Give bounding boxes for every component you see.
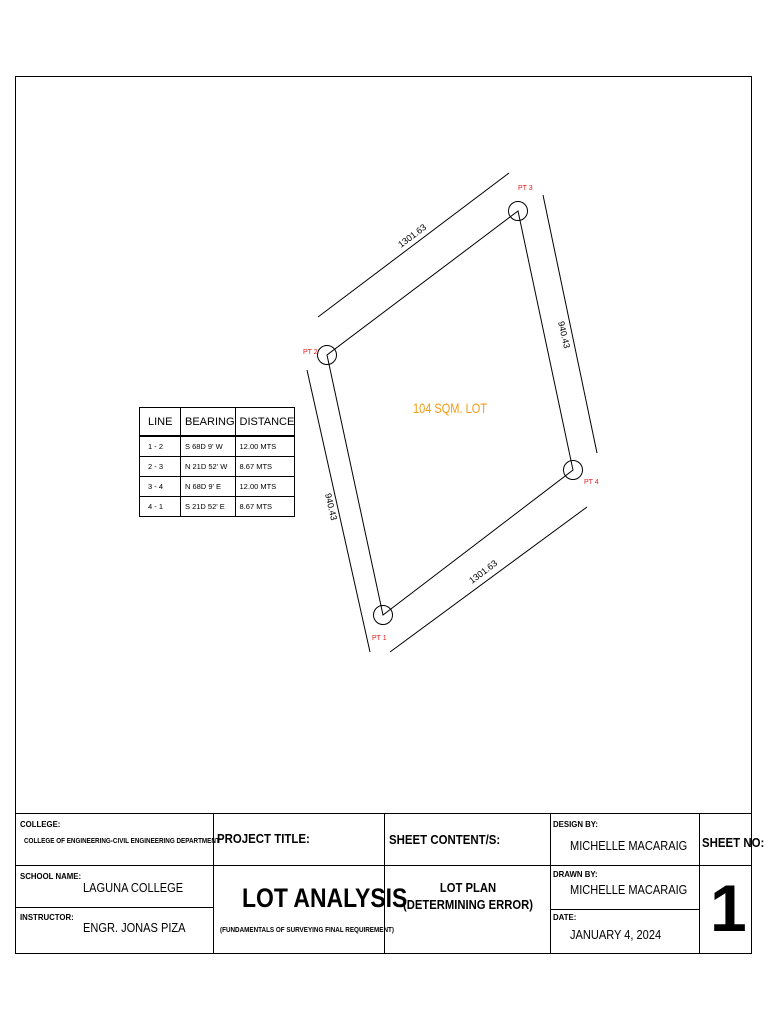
bearing-cell: S 68D 9' W: [181, 436, 236, 457]
divider: [699, 865, 752, 866]
table-row: [140, 457, 295, 477]
bearing-cell: N 68D 9' E: [181, 477, 236, 497]
school-name-value: LAGUNA COLLEGE: [83, 880, 184, 895]
bearing-cell: S 21D 52' E: [181, 497, 236, 517]
survey-table: [139, 407, 295, 517]
design-by-label: DESIGN BY:: [553, 819, 599, 829]
divider: [550, 813, 551, 954]
offset-line-top: [318, 173, 509, 317]
college-value: COLLEGE OF ENGINEERING-CIVIL ENGINEERING DEPARTMENT: [24, 838, 220, 845]
lot-area-label: 104 SQM. LOT: [413, 400, 488, 416]
divider: [550, 909, 699, 910]
drawn-by-label: DRAWN BY:: [553, 869, 598, 879]
line-cell: 2 - 3: [140, 457, 181, 477]
drawn-by-value: MICHELLE MACARAIG: [570, 882, 688, 897]
header-distance: DISTANCE: [235, 408, 295, 437]
design-by-value: MICHELLE MACARAIG: [570, 838, 688, 853]
divider: [699, 813, 700, 954]
title-block: [15, 813, 765, 954]
offset-line-bottom: [390, 507, 587, 652]
divider: [213, 813, 214, 954]
line-cell: 3 - 4: [140, 477, 181, 497]
dimension-left: 940.43: [323, 492, 339, 522]
divider: [15, 907, 213, 908]
bearing-cell: N 21D 52' W: [181, 457, 236, 477]
distance-cell: 12.00 MTS: [235, 477, 295, 497]
project-title: LOT ANALYSIS: [242, 883, 408, 913]
divider: [213, 865, 384, 866]
table-row: [140, 477, 295, 497]
point-label-3: PT 3: [518, 185, 533, 192]
table-row: [140, 497, 295, 517]
dimension-bottom: 1301.63: [467, 558, 500, 586]
distance-cell: 12.00 MTS: [235, 436, 295, 457]
line-cell: 4 - 1: [140, 497, 181, 517]
sheet-contents-line-1: LOT PLAN: [439, 881, 497, 895]
project-subtitle: (FUNDAMENTALS OF SURVEYING FINAL REQUIREMENT): [220, 927, 394, 934]
date-value: JANUARY 4, 2024: [570, 927, 662, 942]
survey-table-header: [140, 408, 295, 437]
sheet-contents-label: SHEET CONTENT/S:: [389, 832, 501, 847]
point-label-1: PT 1: [372, 635, 387, 642]
dimension-right: 940.43: [556, 320, 572, 350]
point-label-4: PT 4: [584, 479, 599, 486]
point-label-2: PT 2: [303, 349, 318, 356]
distance-cell: 8.67 MTS: [235, 497, 295, 517]
project-title-label: PROJECT TITLE:: [217, 831, 310, 846]
sheet-number-label: SHEET NO:: [702, 835, 765, 850]
divider: [384, 865, 550, 866]
college-label: COLLEGE:: [20, 819, 61, 829]
offset-line-right: [543, 195, 597, 453]
school-name-label: SCHOOL NAME:: [20, 871, 82, 881]
line-cell: 1 - 2: [140, 436, 181, 457]
instructor-label: INSTRUCTOR:: [20, 912, 74, 922]
header-bearing: BEARING: [181, 408, 236, 437]
distance-cell: 8.67 MTS: [235, 457, 295, 477]
sheet-number: 1: [710, 871, 747, 945]
divider: [15, 865, 213, 866]
dimension-top: 1301.63: [396, 222, 429, 250]
header-line: LINE: [140, 408, 181, 437]
table-row: [140, 436, 295, 457]
instructor-value: ENGR. JONAS PIZA: [83, 920, 186, 935]
sheet-contents-line-2: (DETERMINING ERROR): [402, 898, 533, 912]
date-label: DATE:: [553, 912, 577, 922]
sheet-contents: [397, 880, 539, 914]
divider: [550, 865, 699, 866]
